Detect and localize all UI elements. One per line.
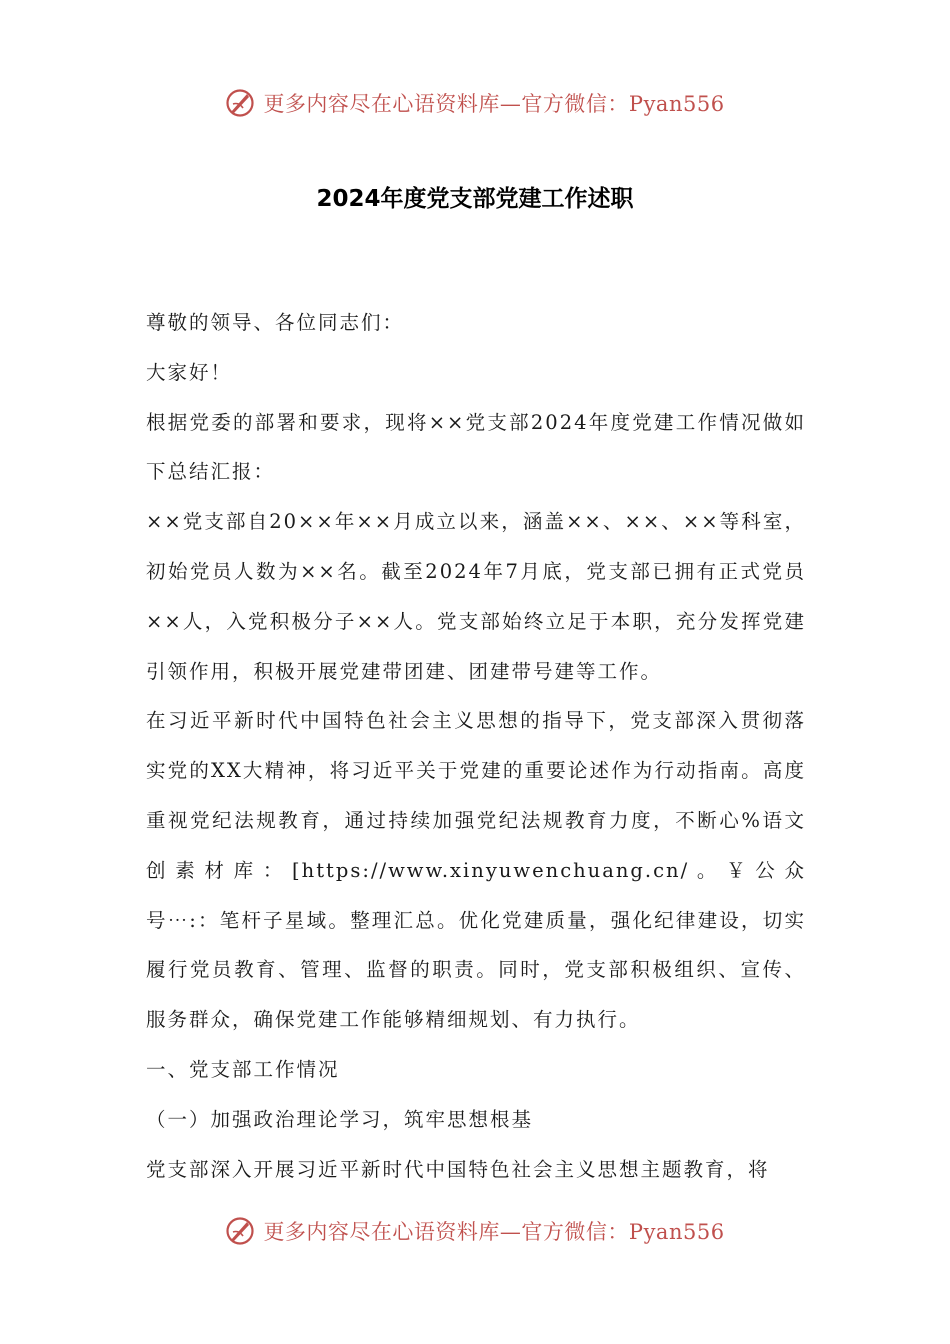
document-title: 2024年度党支部党建工作述职 (316, 186, 634, 212)
intro-paragraph: 根据党委的部署和要求，现将××党支部2024年度党建工作情况做如下总结汇报： (146, 410, 806, 484)
header-banner (0, 83, 950, 123)
subsection-heading: （一）加强政治理论学习，筑牢思想根基 (146, 1107, 534, 1131)
section-heading: 一、党支部工作情况 (146, 1057, 340, 1081)
footer-banner (0, 1211, 950, 1251)
header-banner-text: 更多内容尽在心语资料库—官方微信：Pyan556 (263, 92, 725, 116)
document-body (146, 298, 806, 1194)
greeting: 大家好！ (146, 360, 233, 384)
quill-pen-logo-icon (225, 88, 255, 118)
guidance-paragraph: 在习近平新时代中国特色社会主义思想的指导下，党支部深入贯彻落实党的XX大精神，将习近平关于党建的重要论述作为行动指南。高度重视党纪法规教育，通过持续加强党纪法规教育力度，不断心%语文创素材库：[https://www.xinyuwenchuang.cn/。￥公众号⋯:：笔杆子星域。整理汇总。优化党建质量，强化纪律建设，切实履行党员教育、管理、监督的职责。同时，党支部积极组织、宣传、服务群众，确保党建工作能够精细规划、有力执行。 (146, 709, 806, 1032)
footer-banner-text: 更多内容尽在心语资料库—官方微信：Pyan556 (263, 1220, 725, 1244)
salutation: 尊敬的领导、各位同志们： (146, 311, 405, 334)
branch-overview-paragraph: ××党支部自20××年××月成立以来，涵盖××、××、××等科室，初始党员人数为××名。截至2024年7月底，党支部已拥有正式党员××人，入党积极分子××人。党支部始终立足于本职，充分发挥党建引领作用，积极开展党建带团建、团建带号建等工作。 (146, 510, 806, 683)
quill-pen-logo-icon (225, 1216, 255, 1246)
body-paragraph: 党支部深入开展习近平新时代中国特色社会主义思想主题教育，将 (146, 1157, 770, 1181)
